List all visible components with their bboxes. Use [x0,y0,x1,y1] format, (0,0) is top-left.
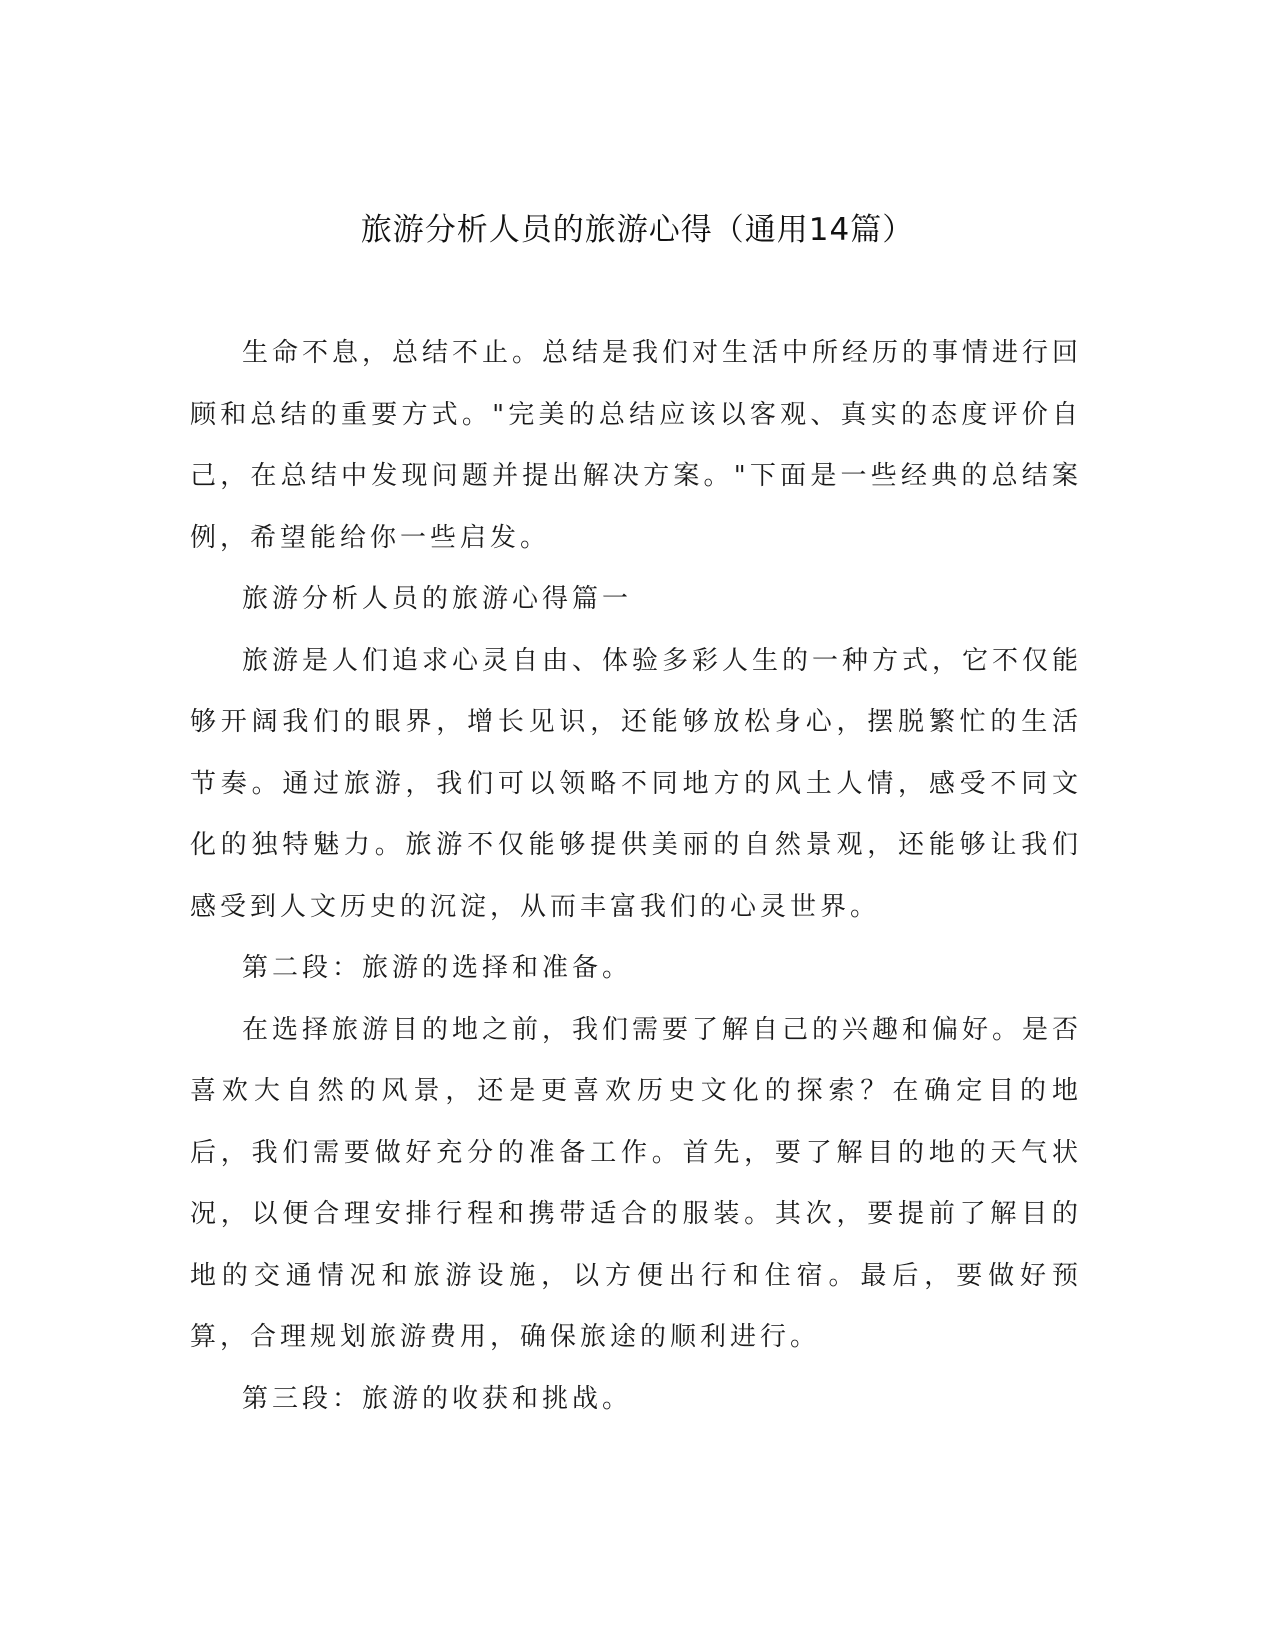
body-paragraph: 在选择旅游目的地之前，我们需要了解自己的兴趣和偏好。是否喜欢大自然的风景，还是更喜欢历史文化的探索？在确定目的地后，我们需要做好充分的准备工作。首先，要了解目的地的天气状况，以便合理安排行程和携带适合的服装。其次，要提前了解目的地的交通情况和旅游设施，以方便出行和住宿。最后，要做好预算，合理规划旅游费用，确保旅途的顺利进行。 [190,1014,1083,1352]
section-heading-paragraph-three: 第三段：旅游的收获和挑战。 [242,1383,633,1414]
document-body [190,323,1082,1430]
body-paragraph: 旅游是人们追求心灵自由、体验多彩人生的一种方式，它不仅能够开阔我们的眼界，增长见识，还能够放松身心，摆脱繁忙的生活节奏。通过旅游，我们可以领略不同地方的风土人情，感受不同文化的独特魅力。旅游不仅能够提供美丽的自然景观，还能够让我们感受到人文历史的沉淀，从而丰富我们的心灵世界。 [190,645,1083,922]
intro-paragraph: 生命不息，总结不止。总结是我们对生活中所经历的事情进行回顾和总结的重要方式。"完美的总结应该以客观、真实的态度评价自己，在总结中发现问题并提出解决方案。"下面是一些经典的总结案例，希望能给你一些启发。 [190,338,1083,553]
section-heading-paragraph-two: 第二段：旅游的选择和准备。 [242,953,633,983]
section-heading-part-one: 旅游分析人员的旅游心得篇一 [242,584,633,614]
document-title: 旅游分析人员的旅游心得（通用14篇） [360,212,915,248]
